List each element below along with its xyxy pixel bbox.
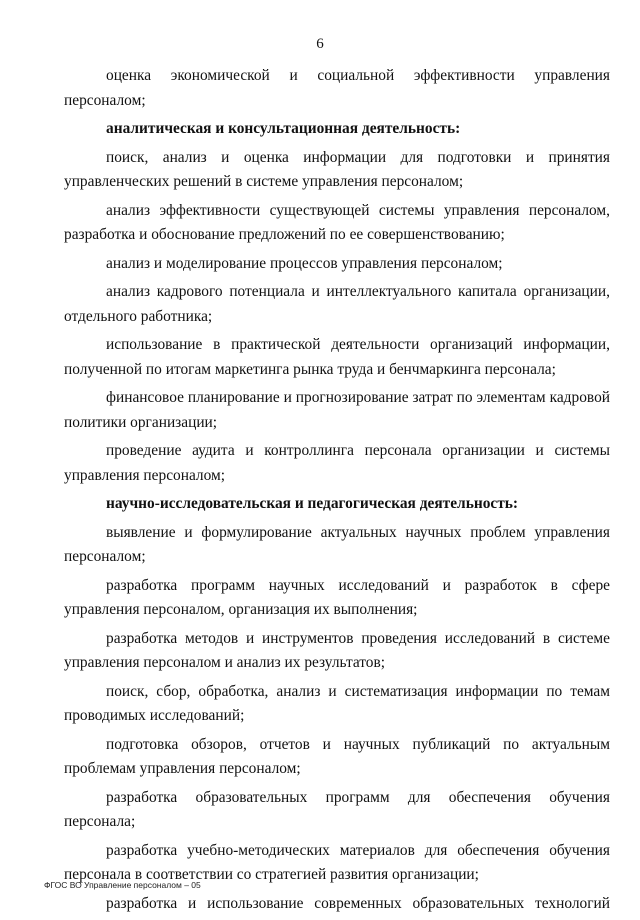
paragraph: разработка программ научных исследований и разработок в сфере управления персоналом, организация их выполнения; — [64, 576, 610, 618]
section-heading-analytical: аналитическая и консультационная деятельность: — [106, 120, 461, 137]
paragraph: поиск, сбор, обработка, анализ и систематизация информации по темам проводимых исследований; — [64, 682, 610, 724]
paragraph: разработка и использование современных образовательных технологий — [106, 894, 610, 912]
section-heading-research: научно-исследовательская и педагогическая деятельность: — [106, 495, 519, 512]
paragraph: разработка методов и инструментов проведения исследований в системе управления персоналом и анализ их результатов; — [64, 629, 610, 671]
paragraph: анализ и моделирование процессов управления персоналом; — [106, 254, 503, 272]
paragraph: разработка учебно-методических материалов для обеспечения обучения персонала в соответствии со стратегией развития организации; — [64, 841, 610, 883]
paragraph: подготовка обзоров, отчетов и научных публикаций по актуальным проблемам управления персоналом; — [64, 735, 610, 777]
paragraph: анализ эффективности существующей системы управления персоналом, разработка и обоснование предложений по ее совершенствованию; — [64, 201, 610, 243]
paragraph: оценка экономической и социальной эффективности управления персоналом; — [64, 67, 610, 109]
paragraph: проведение аудита и контроллинга персонала организации и системы управления персоналом; — [64, 442, 610, 484]
paragraph: финансовое планирование и прогнозирование затрат по элементам кадровой политики организации; — [64, 389, 610, 431]
paragraph: анализ кадрового потенциала и интеллектуального капитала организации, отдельного работника; — [64, 283, 610, 325]
paragraph: использование в практической деятельности организаций информации, полученной по итогам маркетинга рынка труда и бенчмаркинга персонала; — [64, 336, 610, 378]
page-number: 6 — [316, 36, 324, 52]
paragraph: выявление и формулирование актуальных научных проблем управления персоналом; — [64, 523, 610, 565]
paragraph: разработка образовательных программ для обеспечения обучения персонала; — [64, 788, 610, 830]
document-body — [64, 64, 610, 920]
paragraph: поиск, анализ и оценка информации для подготовки и принятия управленческих решений в системе управления персоналом; — [64, 148, 610, 190]
page-footer: ФГОС ВО Управление персоналом – 05 — [44, 880, 201, 890]
